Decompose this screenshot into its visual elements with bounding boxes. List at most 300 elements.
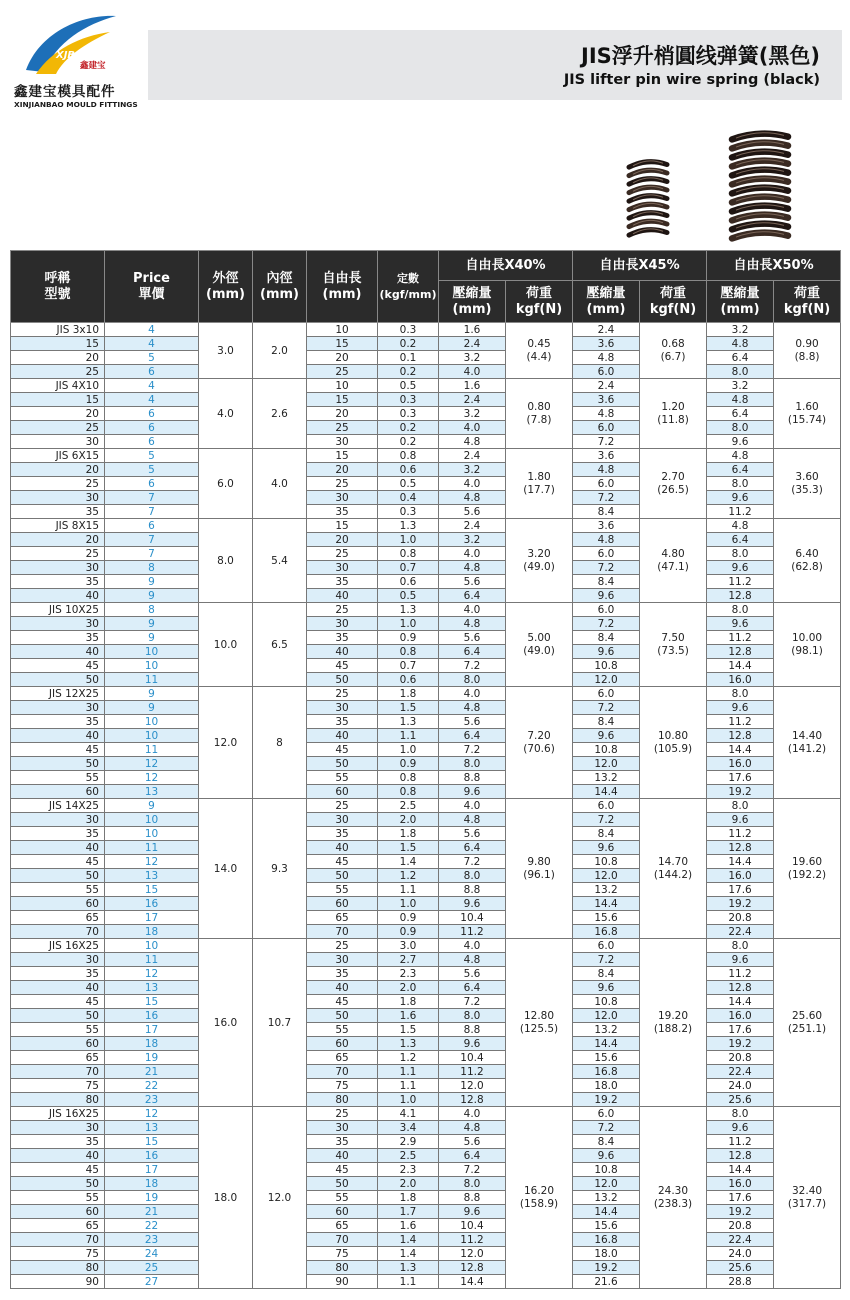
free-length-cell: 50 xyxy=(307,1009,378,1023)
compression-40-cell: 6.4 xyxy=(439,589,506,603)
compression-50-cell: 16.0 xyxy=(707,673,774,687)
outer-diameter-cell: 18.0 xyxy=(199,1107,253,1289)
outer-diameter-cell: 10.0 xyxy=(199,603,253,687)
compression-40-cell: 6.4 xyxy=(439,1149,506,1163)
spring-constant-cell: 2.5 xyxy=(378,799,439,813)
compression-45-cell: 9.6 xyxy=(573,1149,640,1163)
table-row xyxy=(11,1191,841,1205)
compression-40-cell: 4.0 xyxy=(439,421,506,435)
compression-45-cell: 18.0 xyxy=(573,1079,640,1093)
compression-45-cell: 6.0 xyxy=(573,687,640,701)
price-cell: 4 xyxy=(105,337,199,351)
compression-45-cell: 7.2 xyxy=(573,813,640,827)
header-price: Price 單價 xyxy=(105,251,199,323)
load-50-cell-newton: (98.1) xyxy=(791,644,823,657)
compression-50-cell: 4.8 xyxy=(707,449,774,463)
load-40-cell-kgf: 1.80 xyxy=(527,470,551,483)
model-cell: 55 xyxy=(11,1191,105,1205)
free-length-cell: 30 xyxy=(307,561,378,575)
compression-40-cell: 7.2 xyxy=(439,1163,506,1177)
model-cell: 55 xyxy=(11,1023,105,1037)
load-50-cell-kgf: 25.60 xyxy=(792,1009,823,1022)
compression-50-cell: 20.8 xyxy=(707,911,774,925)
load-50-cell-kgf: 3.60 xyxy=(795,470,819,483)
compression-40-cell: 5.6 xyxy=(439,715,506,729)
price-cell: 12 xyxy=(105,757,199,771)
load-40-cell-newton: (17.7) xyxy=(523,483,555,496)
compression-50-cell: 20.8 xyxy=(707,1051,774,1065)
compression-45-cell: 14.4 xyxy=(573,897,640,911)
load-50-cell-newton: (251.1) xyxy=(787,1022,827,1035)
model-cell: 60 xyxy=(11,1205,105,1219)
free-length-cell: 50 xyxy=(307,757,378,771)
price-cell: 12 xyxy=(105,771,199,785)
compression-50-cell: 24.0 xyxy=(707,1079,774,1093)
free-length-cell: 45 xyxy=(307,995,378,1009)
free-length-cell: 35 xyxy=(307,575,378,589)
spring-constant-cell: 1.7 xyxy=(378,1205,439,1219)
compression-40-cell: 2.4 xyxy=(439,337,506,351)
compression-40-cell: 4.0 xyxy=(439,799,506,813)
free-length-cell: 55 xyxy=(307,771,378,785)
load-40-cell xyxy=(506,1107,573,1289)
compression-50-cell: 14.4 xyxy=(707,995,774,1009)
table-row xyxy=(11,939,841,953)
load-50-cell xyxy=(774,603,841,687)
compression-40-cell: 7.2 xyxy=(439,743,506,757)
table-row xyxy=(11,673,841,687)
price-cell: 15 xyxy=(105,995,199,1009)
compression-45-cell: 8.4 xyxy=(573,967,640,981)
spring-constant-cell: 4.1 xyxy=(378,1107,439,1121)
header-load-45: 荷重 kgf(N) xyxy=(640,281,707,323)
price-cell: 16 xyxy=(105,1149,199,1163)
model-cell: 35 xyxy=(11,1135,105,1149)
compression-40-cell: 4.0 xyxy=(439,1107,506,1121)
compression-45-cell: 15.6 xyxy=(573,911,640,925)
spring-constant-cell: 2.7 xyxy=(378,953,439,967)
free-length-cell: 50 xyxy=(307,1177,378,1191)
price-cell: 17 xyxy=(105,1023,199,1037)
load-50-cell-kgf: 32.40 xyxy=(792,1184,823,1197)
model-cell: 25 xyxy=(11,547,105,561)
price-cell: 18 xyxy=(105,925,199,939)
compression-40-cell: 11.2 xyxy=(439,1233,506,1247)
compression-50-cell: 25.6 xyxy=(707,1093,774,1107)
model-cell: 35 xyxy=(11,827,105,841)
compression-45-cell: 21.6 xyxy=(573,1275,640,1289)
price-cell: 11 xyxy=(105,743,199,757)
table-row xyxy=(11,953,841,967)
table-row xyxy=(11,393,841,407)
compression-40-cell: 4.8 xyxy=(439,435,506,449)
compression-45-cell: 6.0 xyxy=(573,603,640,617)
table-row xyxy=(11,1107,841,1121)
model-cell: 35 xyxy=(11,631,105,645)
price-cell: 10 xyxy=(105,659,199,673)
compression-45-cell: 6.0 xyxy=(573,799,640,813)
free-length-cell: 75 xyxy=(307,1247,378,1261)
compression-50-cell: 4.8 xyxy=(707,393,774,407)
compression-50-cell: 8.0 xyxy=(707,687,774,701)
load-40-cell-kgf: 5.00 xyxy=(527,631,551,644)
load-40-cell xyxy=(506,799,573,939)
load-45-cell-newton: (188.2) xyxy=(653,1022,693,1035)
spring-constant-cell: 3.4 xyxy=(378,1121,439,1135)
free-length-cell: 45 xyxy=(307,743,378,757)
price-cell: 16 xyxy=(105,897,199,911)
table-row xyxy=(11,589,841,603)
compression-40-cell: 7.2 xyxy=(439,855,506,869)
compression-40-cell: 3.2 xyxy=(439,407,506,421)
free-length-cell: 25 xyxy=(307,421,378,435)
compression-50-cell: 19.2 xyxy=(707,897,774,911)
model-cell: 40 xyxy=(11,729,105,743)
compression-40-cell: 8.0 xyxy=(439,757,506,771)
free-length-cell: 35 xyxy=(307,967,378,981)
price-cell: 6 xyxy=(105,421,199,435)
model-cell: 20 xyxy=(11,407,105,421)
price-cell: 12 xyxy=(105,855,199,869)
model-cell: 45 xyxy=(11,1163,105,1177)
compression-50-cell: 8.0 xyxy=(707,799,774,813)
compression-50-cell: 8.0 xyxy=(707,603,774,617)
price-cell: 13 xyxy=(105,1121,199,1135)
load-45-cell-newton: (144.2) xyxy=(653,868,693,881)
compression-50-cell: 9.6 xyxy=(707,561,774,575)
price-cell: 13 xyxy=(105,785,199,799)
compression-50-cell: 6.4 xyxy=(707,533,774,547)
free-length-cell: 60 xyxy=(307,1205,378,1219)
spring-constant-cell: 1.3 xyxy=(378,715,439,729)
spring-constant-cell: 0.9 xyxy=(378,757,439,771)
load-45-cell xyxy=(640,687,707,799)
load-50-cell-kgf: 6.40 xyxy=(795,547,819,560)
compression-45-cell: 4.8 xyxy=(573,351,640,365)
compression-50-cell: 14.4 xyxy=(707,1163,774,1177)
compression-50-cell: 11.2 xyxy=(707,631,774,645)
model-cell: 35 xyxy=(11,505,105,519)
load-45-cell-kgf: 10.80 xyxy=(657,729,689,742)
compression-40-cell: 8.0 xyxy=(439,869,506,883)
compression-50-cell: 24.0 xyxy=(707,1247,774,1261)
load-40-cell xyxy=(506,603,573,687)
model-cell: JIS 10X25 xyxy=(11,603,105,617)
compression-50-cell: 17.6 xyxy=(707,1023,774,1037)
free-length-cell: 30 xyxy=(307,953,378,967)
compression-50-cell: 12.8 xyxy=(707,645,774,659)
compression-40-cell: 10.4 xyxy=(439,1219,506,1233)
free-length-cell: 25 xyxy=(307,939,378,953)
compression-45-cell: 7.2 xyxy=(573,953,640,967)
model-cell: 55 xyxy=(11,883,105,897)
compression-45-cell: 8.4 xyxy=(573,827,640,841)
compression-45-cell: 14.4 xyxy=(573,1037,640,1051)
compression-50-cell: 12.8 xyxy=(707,981,774,995)
load-40-cell-kgf: 7.20 xyxy=(527,729,551,742)
load-40-cell-kgf: 0.80 xyxy=(527,400,551,413)
table-row xyxy=(11,925,841,939)
model-cell: 30 xyxy=(11,617,105,631)
title-bar xyxy=(148,30,842,100)
spring-constant-cell: 0.8 xyxy=(378,785,439,799)
price-cell: 7 xyxy=(105,505,199,519)
compression-40-cell: 4.0 xyxy=(439,603,506,617)
free-length-cell: 50 xyxy=(307,673,378,687)
compression-50-cell: 8.0 xyxy=(707,939,774,953)
compression-50-cell: 8.0 xyxy=(707,477,774,491)
compression-45-cell: 16.8 xyxy=(573,925,640,939)
spring-constant-cell: 0.1 xyxy=(378,351,439,365)
spring-constant-cell: 3.0 xyxy=(378,939,439,953)
load-40-cell xyxy=(506,379,573,449)
compression-45-cell: 14.4 xyxy=(573,1205,640,1219)
table-row xyxy=(11,981,841,995)
spring-constant-cell: 0.6 xyxy=(378,463,439,477)
load-50-cell xyxy=(774,379,841,449)
spring-constant-cell: 1.3 xyxy=(378,603,439,617)
spring-constant-cell: 1.6 xyxy=(378,1219,439,1233)
free-length-cell: 35 xyxy=(307,1135,378,1149)
compression-50-cell: 28.8 xyxy=(707,1275,774,1289)
load-45-cell-newton: (105.9) xyxy=(653,742,693,755)
table-row xyxy=(11,1121,841,1135)
load-40-cell-newton: (96.1) xyxy=(523,868,555,881)
price-cell: 8 xyxy=(105,603,199,617)
compression-45-cell: 6.0 xyxy=(573,547,640,561)
price-cell: 9 xyxy=(105,617,199,631)
spring-constant-cell: 0.7 xyxy=(378,659,439,673)
load-40-cell xyxy=(506,687,573,799)
price-cell: 10 xyxy=(105,813,199,827)
table-row xyxy=(11,1149,841,1163)
model-cell: JIS 6X15 xyxy=(11,449,105,463)
compression-40-cell: 1.6 xyxy=(439,323,506,337)
load-50-cell xyxy=(774,687,841,799)
model-cell: 30 xyxy=(11,435,105,449)
spring-constant-cell: 1.2 xyxy=(378,1051,439,1065)
table-row xyxy=(11,1205,841,1219)
price-cell: 7 xyxy=(105,491,199,505)
free-length-cell: 30 xyxy=(307,1121,378,1135)
load-45-cell xyxy=(640,799,707,939)
model-cell: 20 xyxy=(11,463,105,477)
compression-50-cell: 8.0 xyxy=(707,365,774,379)
free-length-cell: 70 xyxy=(307,925,378,939)
compression-40-cell: 4.8 xyxy=(439,617,506,631)
table-row xyxy=(11,1009,841,1023)
compression-45-cell: 8.4 xyxy=(573,715,640,729)
model-cell: 75 xyxy=(11,1079,105,1093)
compression-40-cell: 9.6 xyxy=(439,1037,506,1051)
spring-constant-cell: 1.8 xyxy=(378,995,439,1009)
load-40-cell-kgf: 0.45 xyxy=(527,337,551,350)
compression-45-cell: 13.2 xyxy=(573,883,640,897)
compression-45-cell: 8.4 xyxy=(573,505,640,519)
load-45-cell xyxy=(640,939,707,1107)
compression-45-cell: 16.8 xyxy=(573,1233,640,1247)
compression-45-cell: 4.8 xyxy=(573,533,640,547)
spring-constant-cell: 0.8 xyxy=(378,547,439,561)
compression-40-cell: 4.0 xyxy=(439,939,506,953)
compression-45-cell: 7.2 xyxy=(573,491,640,505)
spring-constant-cell: 2.0 xyxy=(378,1177,439,1191)
compression-45-cell: 10.8 xyxy=(573,855,640,869)
model-cell: 65 xyxy=(11,1051,105,1065)
compression-40-cell: 3.2 xyxy=(439,533,506,547)
free-length-cell: 30 xyxy=(307,617,378,631)
table-row xyxy=(11,1261,841,1275)
model-cell: 80 xyxy=(11,1261,105,1275)
load-45-cell-kgf: 19.20 xyxy=(657,1009,689,1022)
table-row xyxy=(11,995,841,1009)
price-cell: 13 xyxy=(105,981,199,995)
free-length-cell: 35 xyxy=(307,631,378,645)
compression-40-cell: 11.2 xyxy=(439,925,506,939)
compression-40-cell: 4.8 xyxy=(439,813,506,827)
table-row xyxy=(11,1023,841,1037)
compression-45-cell: 2.4 xyxy=(573,323,640,337)
load-50-cell-kgf: 1.60 xyxy=(795,400,819,413)
price-cell: 19 xyxy=(105,1191,199,1205)
compression-45-cell: 8.4 xyxy=(573,631,640,645)
load-50-cell-newton: (317.7) xyxy=(787,1197,827,1210)
spring-constant-cell: 2.0 xyxy=(378,981,439,995)
model-cell: 25 xyxy=(11,421,105,435)
price-cell: 22 xyxy=(105,1079,199,1093)
free-length-cell: 15 xyxy=(307,337,378,351)
free-length-cell: 10 xyxy=(307,323,378,337)
load-50-cell-newton: (192.2) xyxy=(787,868,827,881)
compression-50-cell: 6.4 xyxy=(707,463,774,477)
header-group-45: 自由長X45% xyxy=(573,251,707,281)
price-cell: 6 xyxy=(105,365,199,379)
spring-constant-cell: 2.0 xyxy=(378,813,439,827)
logo-cn-text: 鑫建宝 xyxy=(80,61,106,71)
load-45-cell-newton: (73.5) xyxy=(657,644,689,657)
compression-45-cell: 9.6 xyxy=(573,589,640,603)
load-40-cell-kgf: 3.20 xyxy=(527,547,551,560)
compression-40-cell: 4.8 xyxy=(439,701,506,715)
load-40-cell xyxy=(506,939,573,1107)
spring-constant-cell: 1.3 xyxy=(378,1037,439,1051)
header-compression-40: 壓縮量 (mm) xyxy=(439,281,506,323)
compression-40-cell: 14.4 xyxy=(439,1275,506,1289)
spring-constant-cell: 0.6 xyxy=(378,673,439,687)
price-cell: 17 xyxy=(105,911,199,925)
inner-diameter-cell: 2.0 xyxy=(253,323,307,379)
load-45-cell-kgf: 7.50 xyxy=(661,631,685,644)
spring-constant-cell: 0.5 xyxy=(378,477,439,491)
load-45-cell-kgf: 0.68 xyxy=(661,337,685,350)
compression-45-cell: 8.4 xyxy=(573,575,640,589)
load-40-cell-newton: (125.5) xyxy=(519,1022,559,1035)
header-spring-constant: 定數 (kgf/mm) xyxy=(378,251,439,323)
model-cell: 25 xyxy=(11,477,105,491)
compression-50-cell: 4.8 xyxy=(707,519,774,533)
model-cell: 50 xyxy=(11,757,105,771)
price-cell: 12 xyxy=(105,1107,199,1121)
compression-50-cell: 4.8 xyxy=(707,337,774,351)
spring-constant-cell: 1.8 xyxy=(378,687,439,701)
free-length-cell: 65 xyxy=(307,1051,378,1065)
spring-constant-cell: 0.7 xyxy=(378,561,439,575)
load-50-cell-newton: (15.74) xyxy=(787,413,827,426)
model-cell: JIS 14X25 xyxy=(11,799,105,813)
model-cell: JIS 12X25 xyxy=(11,687,105,701)
compression-40-cell: 7.2 xyxy=(439,995,506,1009)
compression-40-cell: 12.0 xyxy=(439,1079,506,1093)
brand-name-en: XINJIANBAO MOULD FITTINGS xyxy=(14,100,138,109)
compression-50-cell: 8.0 xyxy=(707,547,774,561)
load-50-cell-newton: (62.8) xyxy=(791,560,823,573)
model-cell: 65 xyxy=(11,911,105,925)
model-cell: 20 xyxy=(11,351,105,365)
spring-constant-cell: 1.3 xyxy=(378,1261,439,1275)
free-length-cell: 25 xyxy=(307,799,378,813)
compression-40-cell: 5.6 xyxy=(439,505,506,519)
compression-40-cell: 6.4 xyxy=(439,645,506,659)
spring-constant-cell: 0.9 xyxy=(378,631,439,645)
compression-50-cell: 14.4 xyxy=(707,855,774,869)
compression-50-cell: 12.8 xyxy=(707,729,774,743)
compression-45-cell: 4.8 xyxy=(573,407,640,421)
inner-diameter-cell: 10.7 xyxy=(253,939,307,1107)
table-row xyxy=(11,449,841,463)
table-row xyxy=(11,351,841,365)
free-length-cell: 45 xyxy=(307,659,378,673)
compression-40-cell: 8.8 xyxy=(439,771,506,785)
table-row xyxy=(11,897,841,911)
free-length-cell: 40 xyxy=(307,841,378,855)
price-cell: 7 xyxy=(105,547,199,561)
compression-50-cell: 9.6 xyxy=(707,813,774,827)
price-cell: 5 xyxy=(105,463,199,477)
compression-45-cell: 15.6 xyxy=(573,1219,640,1233)
load-40-cell-newton: (70.6) xyxy=(523,742,555,755)
free-length-cell: 30 xyxy=(307,813,378,827)
load-40-cell-kgf: 16.20 xyxy=(523,1184,555,1197)
table-row xyxy=(11,799,841,813)
spring-constant-cell: 0.2 xyxy=(378,337,439,351)
price-cell: 24 xyxy=(105,1247,199,1261)
compression-45-cell: 7.2 xyxy=(573,1121,640,1135)
price-cell: 12 xyxy=(105,967,199,981)
table-row xyxy=(11,659,841,673)
spring-constant-cell: 1.1 xyxy=(378,1275,439,1289)
table-row xyxy=(11,841,841,855)
price-cell: 27 xyxy=(105,1275,199,1289)
price-cell: 4 xyxy=(105,393,199,407)
compression-50-cell: 11.2 xyxy=(707,1135,774,1149)
free-length-cell: 55 xyxy=(307,883,378,897)
table-row xyxy=(11,1051,841,1065)
compression-45-cell: 10.8 xyxy=(573,743,640,757)
compression-50-cell: 6.4 xyxy=(707,351,774,365)
table-row xyxy=(11,1219,841,1233)
compression-45-cell: 3.6 xyxy=(573,337,640,351)
model-cell: 55 xyxy=(11,771,105,785)
compression-40-cell: 2.4 xyxy=(439,393,506,407)
small-spring-icon xyxy=(629,161,667,235)
model-cell: 30 xyxy=(11,561,105,575)
compression-45-cell: 4.8 xyxy=(573,463,640,477)
free-length-cell: 15 xyxy=(307,519,378,533)
model-cell: 50 xyxy=(11,1009,105,1023)
price-cell: 10 xyxy=(105,715,199,729)
compression-50-cell: 11.2 xyxy=(707,505,774,519)
spring-spec-table xyxy=(10,250,841,1289)
